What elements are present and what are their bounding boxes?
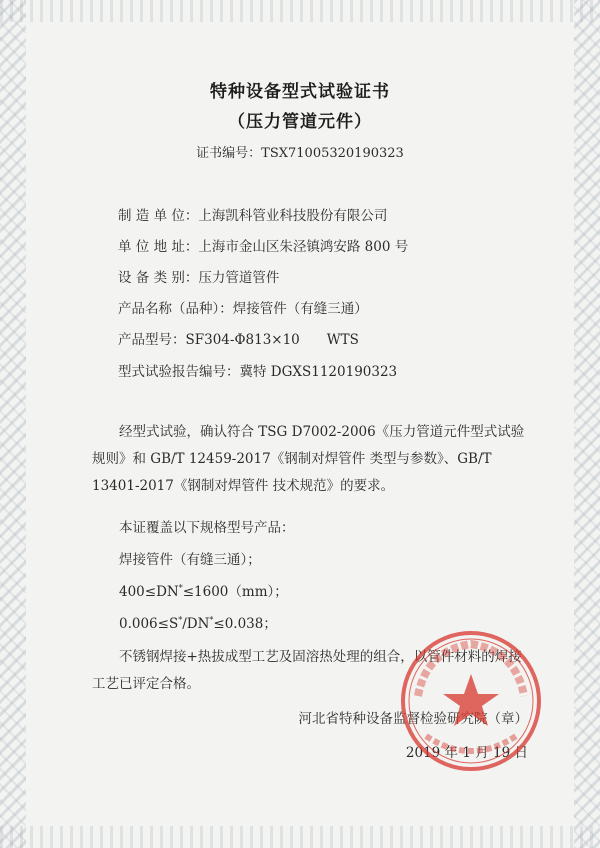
coverage-item-3-suffix: ≤0.038； <box>213 616 277 632</box>
official-seal-icon <box>396 626 546 776</box>
certificate-title: 特种设备型式试验证书 <box>210 82 390 102</box>
coverage-item-3-mid: /DN <box>182 616 210 632</box>
coverage-item-3-sup2: * <box>209 615 214 625</box>
issuer: 河北省特种设备监督检验研究院（章） <box>298 711 528 727</box>
coverage-intro: 本证覆盖以下规格型号产品： <box>119 520 295 536</box>
decorative-border-top <box>0 0 600 22</box>
coverage-item-2-suffix: ≤1600（mm）； <box>182 584 288 600</box>
field-product-name: 产品名称（品种）：焊接管件（有缝三通） <box>118 301 368 317</box>
coverage-item-3-sup1: * <box>178 615 183 625</box>
coverage-item-3 <box>119 612 277 632</box>
conclusion-paragraph: 经型式试验，确认符合 TSG D7002-2006《压力管道元件型式试验规则》和 GB/T 12459-2017《钢制对焊管件 类型与参数》、GB/T 13401-2017《钢制对焊管件 技术规范》的要求。 <box>92 424 525 494</box>
field-manufacturer: 制 造 单 位：上海凯科管业科技股份有限公司 <box>118 208 388 224</box>
coverage-item-1: 焊接管件（有缝三通）； <box>119 552 261 568</box>
decorative-border-bottom <box>0 826 600 848</box>
certificate-number: 证书编号：TSX71005320190323 <box>196 146 404 161</box>
field-report-number: 型式试验报告编号：冀特 DGXS1120190323 <box>118 364 398 380</box>
field-model: 产品型号：SF304-Φ813×10 WTS <box>118 332 359 348</box>
issue-date: 2019 年 1 月 19 日 <box>405 745 528 761</box>
process-note-paragraph: 不锈钢焊接+热拔成型工艺及固溶热处理的组合，以管件材料的焊接工艺已评定合格。 <box>92 649 522 692</box>
coverage-item-2-prefix: 400≤DN <box>119 584 179 600</box>
coverage-item-2 <box>119 580 288 600</box>
field-category: 设 备 类 别：压力管道管件 <box>118 270 280 286</box>
field-address: 单 位 地 址：上海市金山区朱泾镇鸿安路 800 号 <box>118 239 409 255</box>
coverage-item-3-prefix: 0.006≤S <box>119 616 179 632</box>
certificate-subtitle: （压力管道元件） <box>228 112 372 132</box>
coverage-item-2-sup: * <box>178 583 183 593</box>
